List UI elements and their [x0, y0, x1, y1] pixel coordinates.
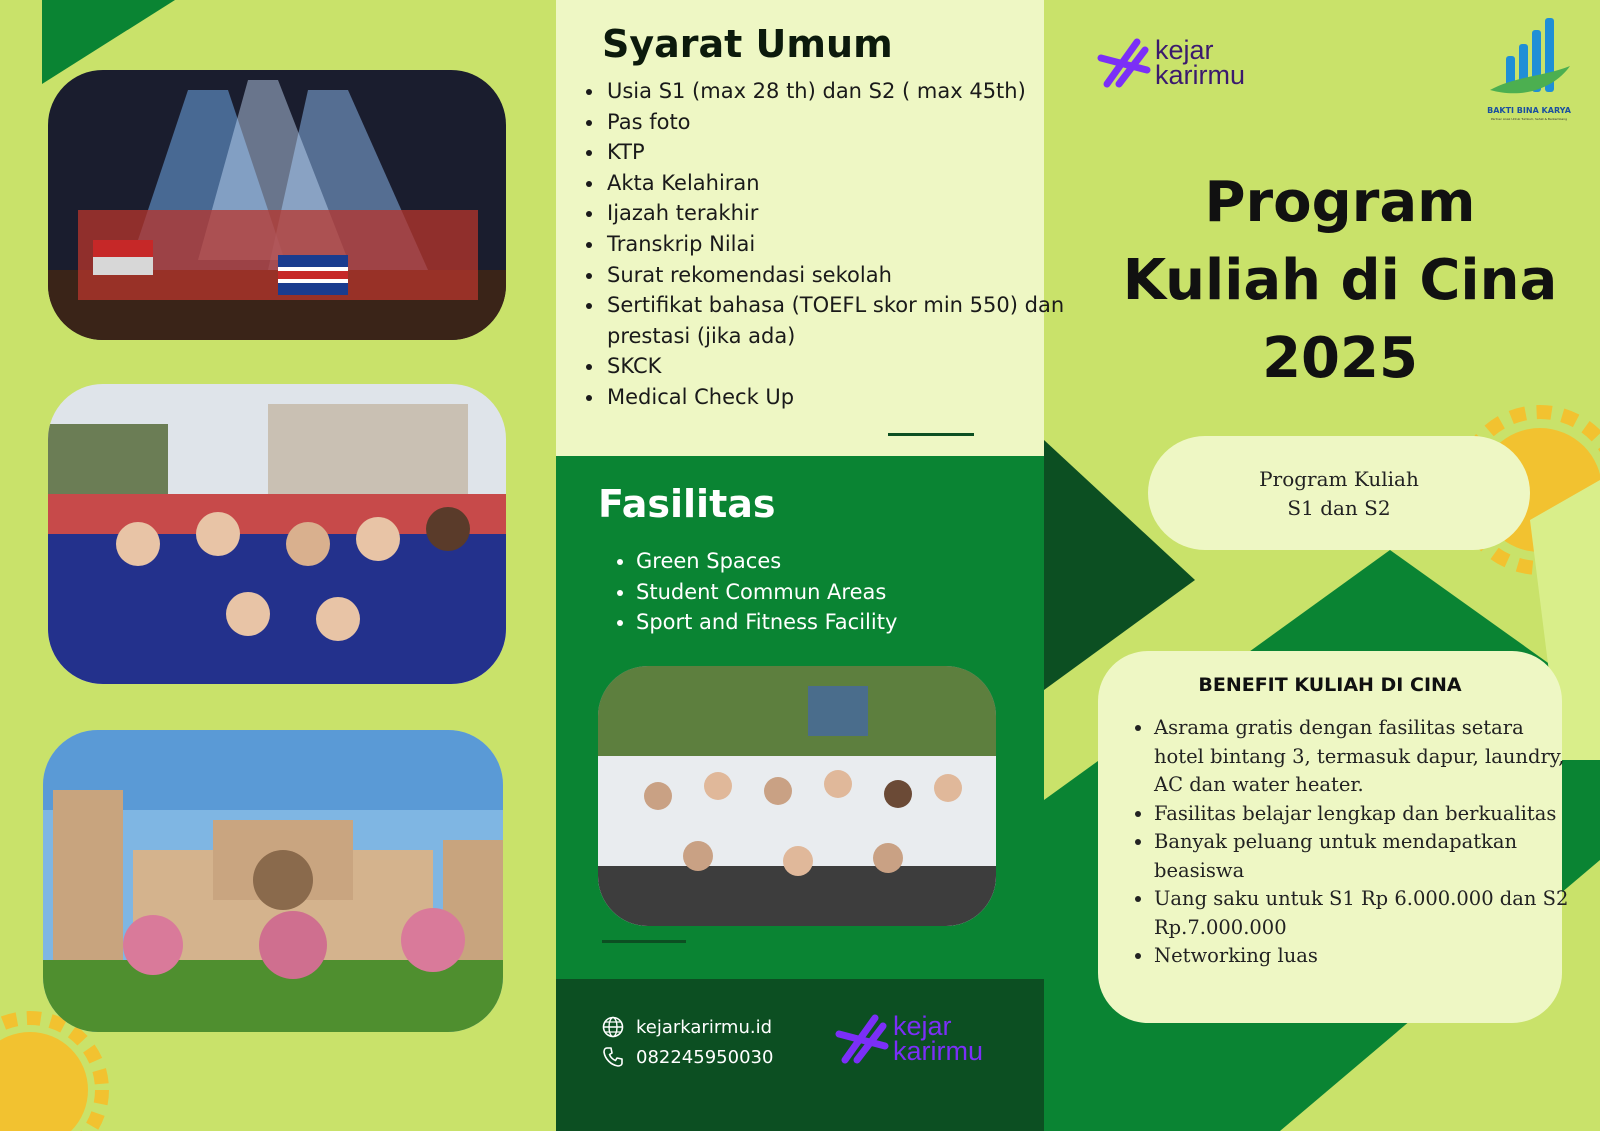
list-item: • KTP	[605, 137, 1065, 168]
phone-text: 082245950030	[636, 1046, 774, 1068]
list-item: • Uang saku untuk S1 Rp 6.000.000 dan S2 Rp.7.000.000	[1154, 885, 1572, 942]
page-title	[1100, 164, 1580, 398]
list-item: • SKCK	[605, 351, 1065, 382]
phone-icon	[602, 1046, 624, 1068]
list-item: • Sertifikat bahasa (TOEFL skor min 550) dan prestasi (jika ada)	[605, 290, 1065, 351]
kejar-karirmu-logo	[835, 1012, 889, 1066]
list-item: • Asrama gratis dengan fasilitas setara hotel bintang 3, termasuk dapur, laundry, AC dan water heater.	[1154, 714, 1572, 800]
list-item: • Green Spaces	[636, 546, 897, 577]
logo-text-line1: kejar	[1155, 35, 1214, 65]
title-line: Kuliah di Cina	[1122, 248, 1558, 313]
kejar-karirmu-logo-header	[1097, 34, 1267, 92]
pill-line: Program Kuliah	[1259, 467, 1419, 491]
list-item: • Banyak peluang untuk mendapatkan beasiswa	[1154, 828, 1572, 885]
building-bars-icon	[1486, 16, 1572, 102]
syarat-list	[583, 76, 1065, 413]
program-pill	[1148, 436, 1530, 550]
divider	[888, 433, 974, 436]
divider	[602, 940, 686, 943]
list-item: • Akta Kelahiran	[605, 168, 1065, 199]
list-item: • Networking luas	[1154, 942, 1572, 971]
bakti-bina-karya-logo	[1476, 16, 1582, 126]
list-item: • Transkrip Nilai	[605, 229, 1065, 260]
photo-students-cheering	[598, 666, 996, 926]
list-item: • Medical Check Up	[605, 382, 1065, 413]
list-item: • Student Commun Areas	[636, 577, 897, 608]
photo-graduates	[48, 384, 506, 684]
logo-text-line1: kejar	[893, 1011, 952, 1041]
benefit-title: BENEFIT KULIAH DI CINA	[1198, 674, 1462, 696]
logo-text-line2: karirmu	[1155, 60, 1246, 90]
kejar-karirmu-logo-footer	[835, 1010, 1005, 1068]
contact-phone[interactable]	[602, 1046, 773, 1068]
syarat-title: Syarat Umum	[602, 22, 893, 66]
list-item: • Ijazah terakhir	[605, 198, 1065, 229]
partner-name: BAKTI BINA KARYA	[1487, 106, 1571, 115]
list-item: • Fasilitas belajar lengkap dan berkualitas	[1154, 800, 1572, 829]
fasilitas-title: Fasilitas	[598, 482, 776, 526]
globe-icon	[602, 1016, 624, 1038]
list-item: • Sport and Fitness Facility	[636, 607, 897, 638]
sun-decoration-left	[0, 1018, 102, 1131]
benefit-list	[1132, 714, 1572, 971]
list-item: • Surat rekomendasi sekolah	[605, 260, 1065, 291]
partner-tagline: Partner Anak Untuk Tumbuh, Sehat & Berkembang	[1490, 117, 1568, 121]
logo-text-line2: karirmu	[893, 1036, 984, 1066]
kejar-karirmu-logo	[1097, 36, 1151, 90]
photo-stage-group	[48, 70, 506, 340]
list-item: • Pas foto	[605, 107, 1065, 138]
pill-line: S1 dan S2	[1287, 496, 1391, 520]
title-line: Program	[1204, 170, 1476, 235]
title-line: 2025	[1262, 326, 1418, 391]
photo-campus-building	[43, 730, 503, 1032]
fasilitas-list	[614, 546, 897, 638]
list-item: • Usia S1 (max 28 th) dan S2 ( max 45th)	[605, 76, 1065, 107]
website-text: kejarkarirmu.id	[636, 1016, 773, 1038]
contact-website[interactable]	[602, 1016, 772, 1038]
